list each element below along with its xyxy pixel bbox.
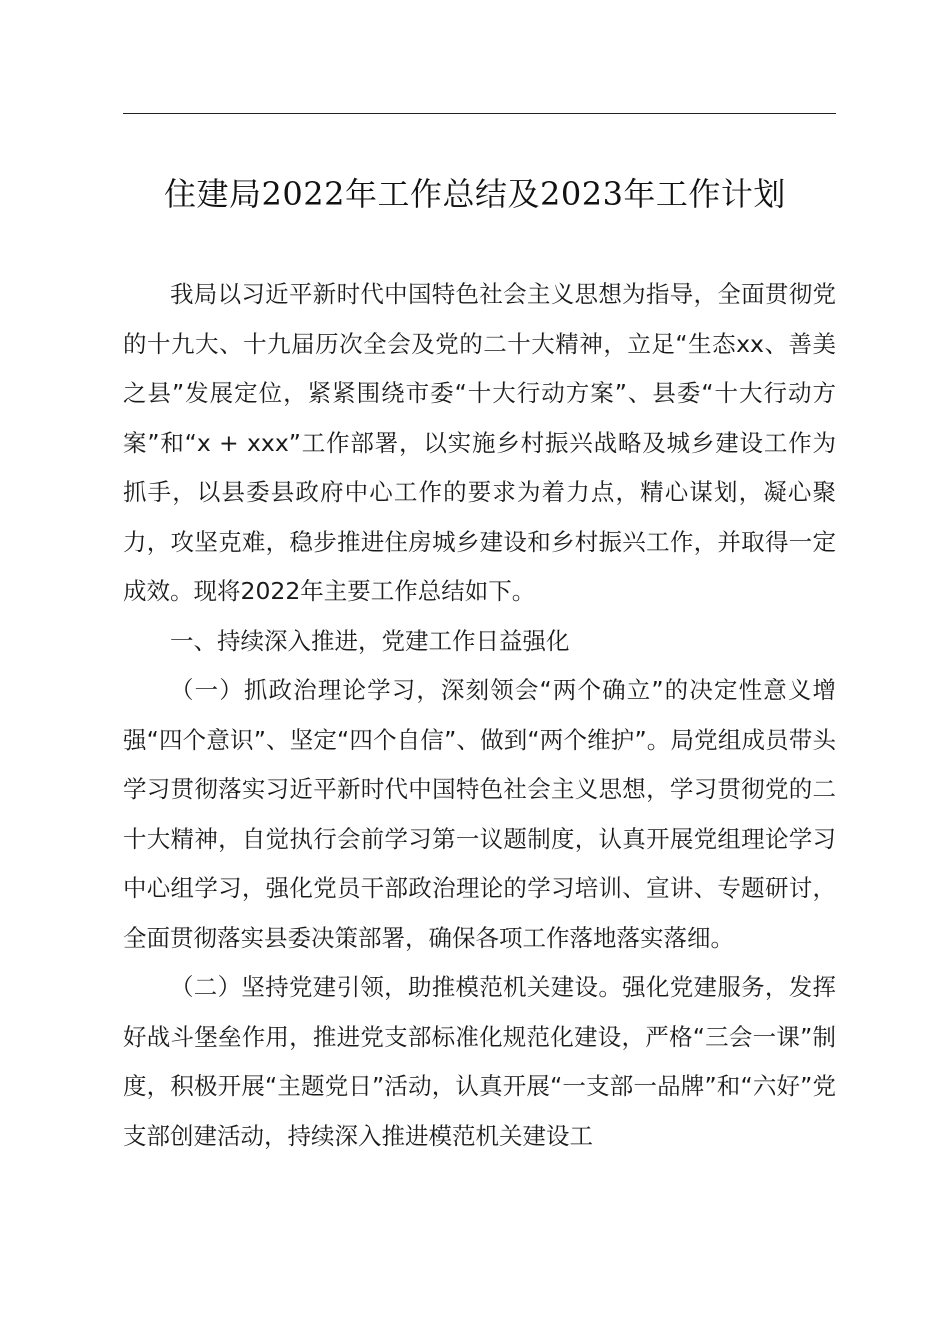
document-body bbox=[123, 270, 836, 1161]
subsection-paragraph-1: （一）抓政治理论学习，深刻领会“两个确立”的决定性意义增强“四个意识”、坚定“四个自信”、做到“两个维护”。局党组成员带头学习贯彻落实习近平新时代中国特色社会主义思想，学习贯彻党的二十大精神，自觉执行会前学习第一议题制度，认真开展党组理论学习中心组学习，强化党员干部政治理论的学习培训、宣讲、专题研讨，全面贯彻落实县委决策部署，确保各项工作落地落实落细。 bbox=[123, 676, 836, 952]
document-title: 住建局2022年工作总结及2023年工作计划 bbox=[164, 175, 786, 213]
section-heading-1: 一、持续深入推进，党建工作日益强化 bbox=[170, 626, 570, 655]
intro-paragraph: 我局以习近平新时代中国特色社会主义思想为指导，全面贯彻党的十九大、十九届历次全会及党的二十大精神，立足“生态xx、善美之县”发展定位，紧紧围绕市委“十大行动方案”、县委“十大行动方案”和“x + xxx”工作部署，以实施乡村振兴战略及城乡建设工作为抓手，以县委县政府中心工作的要求为着力点，精心谋划，凝心聚力，攻坚克难，稳步推进住房城乡建设和乡村振兴工作，并取得一定成效。现将2022年主要工作总结如下。 bbox=[123, 280, 836, 605]
header-rule bbox=[123, 113, 836, 114]
subsection-paragraph-2: （二）坚持党建引领，助推模范机关建设。强化党建服务，发挥好战斗堡垒作用，推进党支部标准化规范化建设，严格“三会一课”制度，积极开展“主题党日”活动，认真开展“一支部一品牌”和“六好”党支部创建活动，持续深入推进模范机关建设工 bbox=[123, 973, 836, 1150]
